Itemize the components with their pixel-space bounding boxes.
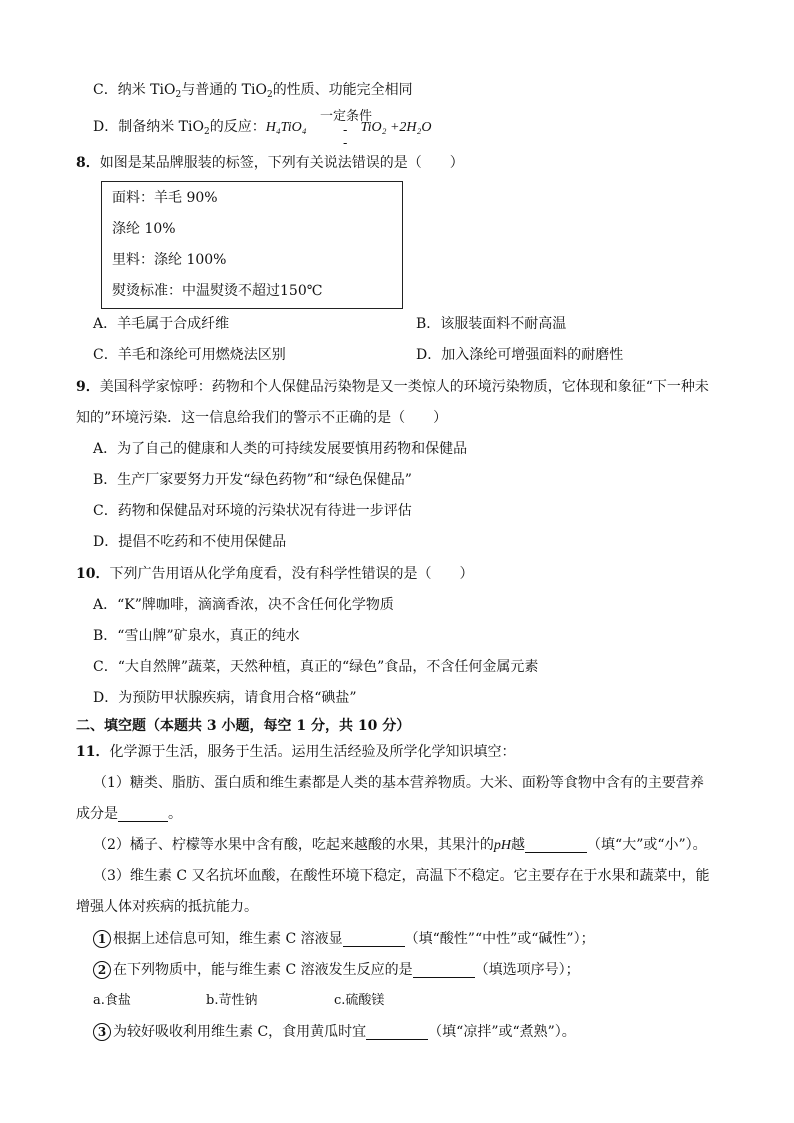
- answer-blank-4[interactable]: [413, 962, 475, 978]
- q7-product: TiO₂ +2H₂O: [360, 120, 432, 135]
- q7-reactant: H₄TiO₄: [265, 120, 307, 135]
- q7-optc-sub2: 2: [266, 90, 273, 100]
- q11-text: 化学源于生活，服务于生活。运用生活经验及所学化学知识填空：: [109, 744, 516, 760]
- answer-blank-2[interactable]: [525, 837, 587, 853]
- q11-p2-mid: 越: [511, 837, 526, 853]
- q11-c2-post: （填选项序号）；: [474, 962, 580, 978]
- q10-number: 10．: [76, 566, 110, 582]
- q7-reaction-dash-1: -: [343, 123, 348, 138]
- q10-stem: [76, 564, 473, 584]
- answer-blank-3[interactable]: [343, 931, 405, 947]
- q11-p2-post: （填“大”或“小”）。: [587, 837, 707, 853]
- q9-option-d: D．提倡不吃药和不使用保健品: [93, 534, 287, 550]
- q11-p2-pre: （2）橘子、柠檬等水果中含有酸，吃起来越酸的水果，其果汁的: [93, 837, 494, 853]
- q8-option-a: A．羊毛属于合成纤维: [93, 316, 230, 332]
- q9-number: 9．: [76, 379, 100, 395]
- q11-sub1: [93, 929, 595, 949]
- q8-option-b: B．该服装面料不耐高温: [416, 316, 567, 332]
- q8-number: 8．: [76, 155, 100, 171]
- q10-option-b: B．“雪山牌”矿泉水，真正的纯水: [93, 628, 300, 644]
- q9-option-a: A．为了自己的健康和人类的可持续发展要慎用药物和保健品: [93, 441, 468, 457]
- q8-text: 如图是某品牌服装的标签，下列有关说法错误的是（ ）: [99, 155, 464, 171]
- q7-optc-pre: C．纳米 TiO: [93, 82, 176, 98]
- q7-optd-pre: D．制备纳米 TiO: [93, 119, 204, 135]
- q11-part3-line2: 增强人体对疾病的抵抗能力。: [76, 899, 258, 915]
- answer-blank-1[interactable]: [118, 806, 168, 822]
- q8-option-d: D．加入涤纶可增强面料的耐磨性: [416, 347, 624, 363]
- q11-part3-line1: （3）维生素 C 又名抗坏血酸，在酸性环境下稳定，高温下不稳定。它主要存在于水果和蔬菜中，能: [93, 868, 710, 884]
- q11-p1-post: 。: [168, 806, 182, 822]
- label-line-2: 涤纶 10%: [112, 221, 176, 237]
- q8-stem: [76, 153, 464, 173]
- q11-p1-pre: 成分是: [76, 806, 118, 822]
- q11-number: 11．: [76, 744, 110, 760]
- q9-option-c: C．药物和保健品对环境的污染状况有待进一步评估: [93, 503, 412, 519]
- q11-c2-pre: 在下列物质中，能与维生素 C 溶液发生反应的是: [113, 962, 413, 978]
- label-line-4: 熨烫标准：中温熨烫不超过150℃: [112, 283, 323, 299]
- q7-optc-mid: 与普通的 TiO: [181, 82, 267, 98]
- q7-optc-sub1: 2: [175, 90, 182, 100]
- q11-part1-line2: [76, 804, 182, 824]
- q7-reaction-dash-2: -: [343, 136, 348, 151]
- circled-number-3: 3: [93, 1023, 111, 1041]
- q11-sub3: [93, 1022, 576, 1042]
- q11-c1-post: （填“酸性”“中性”或“碱性”）；: [404, 931, 595, 947]
- q9-text-1: 美国科学家惊呼：药物和个人保健品污染物是又一类惊人的环境污染物质，它体现和象征“下一种未: [99, 379, 709, 395]
- label-line-1: 面料：羊毛 90%: [112, 190, 218, 206]
- q9-option-b: B．生产厂家要努力开发“绿色药物”和“绿色保健品”: [93, 472, 412, 488]
- q11-part2: [93, 835, 707, 856]
- q7-optd-sub: 2: [203, 127, 210, 137]
- q11-sub2: [93, 960, 580, 980]
- q7-optd-post: 的反应：: [209, 119, 266, 135]
- q11-choice-b: b.苛性钠: [206, 993, 258, 1008]
- q11-choice-a: a.食盐: [93, 993, 131, 1008]
- q7-reaction-condition: 一定条件: [320, 109, 373, 124]
- q11-p2-ph: pH: [493, 838, 512, 853]
- q11-choice-c: c.硫酸镁: [334, 993, 385, 1008]
- answer-blank-5[interactable]: [366, 1024, 428, 1040]
- circled-number-2: 2: [93, 961, 111, 979]
- section-title: 二、填空题（本题共 3 小题，每空 1 分，共 10 分）: [76, 718, 411, 734]
- q9-stem-line1: [76, 377, 709, 397]
- q7-option-d: [93, 117, 431, 142]
- label-line-3: 里料：涤纶 100%: [112, 252, 227, 268]
- q10-option-d: D．为预防甲状腺疾病，请食用合格“碘盐”: [93, 690, 357, 706]
- q7-optc-post: 的性质、功能完全相同: [272, 82, 413, 98]
- q11-c3-pre: 为较好吸收利用维生素 C，食用黄瓜时宜: [113, 1024, 367, 1040]
- q11-c1-pre: 根据上述信息可知，维生素 C 溶液显: [113, 931, 343, 947]
- q11-stem: [76, 742, 515, 762]
- q7-option-c: [93, 80, 413, 105]
- q10-text: 下列广告用语从化学角度看，没有科学性错误的是（ ）: [109, 566, 474, 582]
- q11-c3-post: （填“凉拌”或“煮熟”）。: [428, 1024, 576, 1040]
- q11-part1-line1: （1）糖类、脂肪、蛋白质和维生素都是人类的基本营养物质。大米、面粉等食物中含有的主要营养: [93, 775, 704, 791]
- q8-option-c: C．羊毛和涤纶可用燃烧法区别: [93, 347, 286, 363]
- q9-stem-line2: 知的”环境污染．这一信息给我们的警示不正确的是（ ）: [76, 410, 448, 426]
- q10-option-c: C．“大自然牌”蔬菜，天然种植，真正的“绿色”食品，不含任何金属元素: [93, 659, 539, 675]
- circled-number-1: 1: [93, 930, 111, 948]
- q10-option-a: A．“K”牌咖啡，滴滴香浓，决不含任何化学物质: [93, 597, 394, 613]
